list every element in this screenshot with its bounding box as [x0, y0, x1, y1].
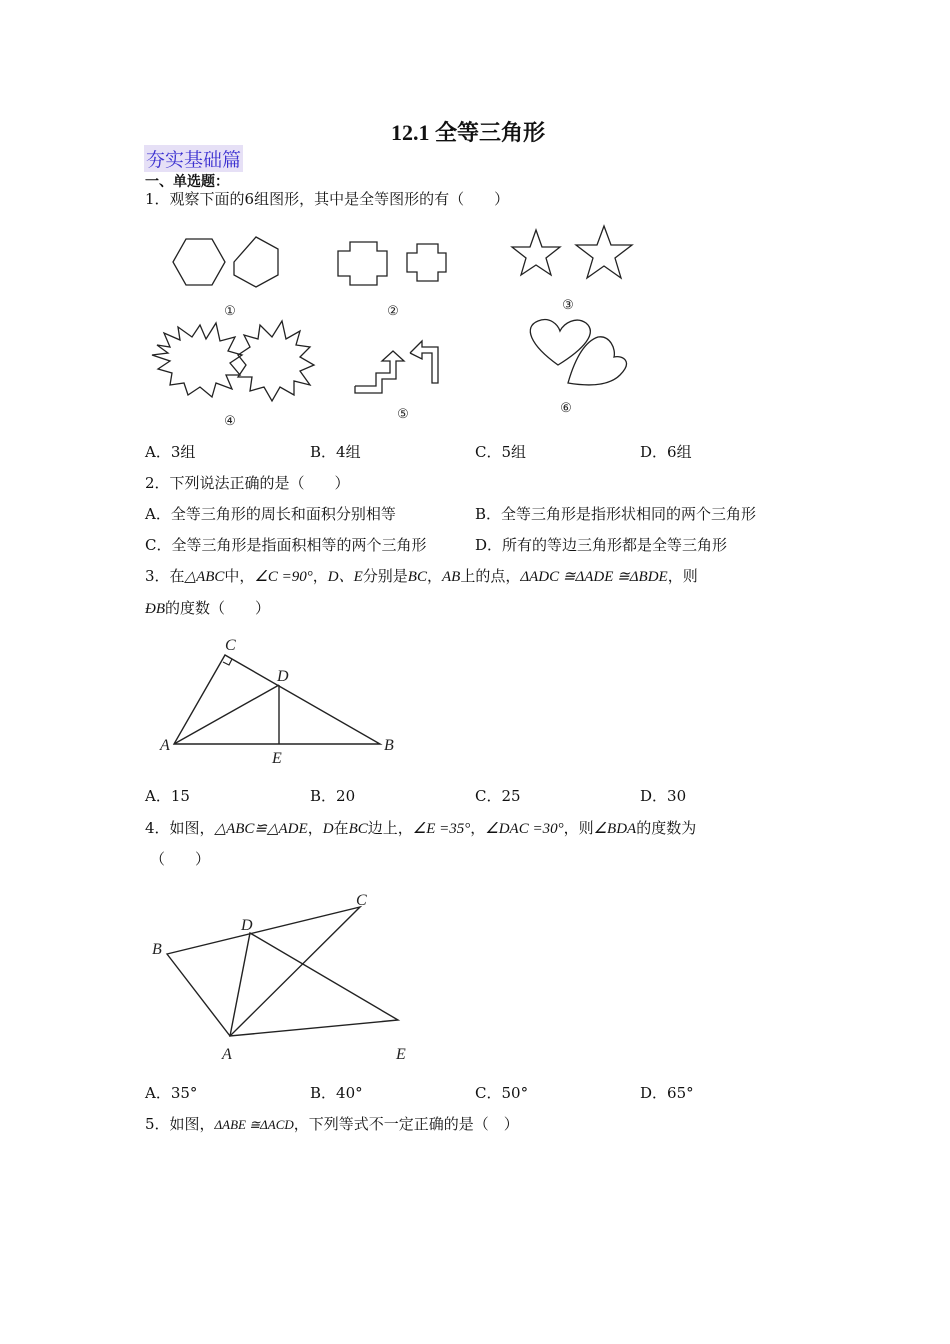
q3-stem-line2: ÐB的度数（ ）: [145, 599, 271, 617]
point-label-a: A: [160, 737, 170, 754]
zigzag-shape: [152, 323, 242, 397]
point-label-c: C: [225, 637, 236, 654]
q2-option-c: C．全等三角形是指面积相等的两个三角形: [145, 536, 427, 554]
right-angle-mark: [223, 659, 232, 665]
triangle-ade: [230, 933, 398, 1036]
point-label-e: E: [272, 750, 282, 767]
segment-ad: [174, 685, 279, 744]
point-label-b: B: [152, 941, 162, 958]
q4-option-a: A．35°: [145, 1084, 198, 1102]
q4-option-c: C．50°: [475, 1084, 529, 1102]
point-label-c: C: [356, 892, 367, 909]
star-shape: [576, 226, 632, 278]
q1-stem: 1．观察下面的6组图形，其中是全等图形的有（ ）: [145, 190, 510, 208]
point-label-d: D: [241, 917, 253, 934]
hexagon-shape: [173, 239, 225, 285]
q2-option-b: B．全等三角形是指形状相同的两个三角形: [475, 505, 757, 523]
point-label-a: A: [222, 1046, 232, 1063]
q3-figure: [155, 633, 405, 768]
part-heading: 一、单选题：: [145, 174, 229, 190]
q3-option-a: A．15: [145, 787, 190, 805]
q4-figure: [140, 885, 430, 1070]
figure-label: ①: [224, 303, 236, 318]
heart-shape: [568, 337, 626, 385]
q3-option-b: B．20: [310, 787, 356, 805]
q4-option-d: D．65°: [640, 1084, 694, 1102]
point-label-e: E: [396, 1046, 406, 1063]
q1-option-d: D．6组: [640, 443, 692, 461]
q5-stem: 5．如图，ΔABE ≅ΔACD，下列等式不一定正确的是（ ）: [145, 1115, 519, 1133]
figure-label: ⑥: [560, 400, 572, 415]
figure-label: ④: [224, 413, 236, 428]
figure-label: ②: [387, 303, 399, 318]
q1-option-c: C．5组: [475, 443, 527, 461]
zigzag-shape: [238, 321, 314, 401]
cross-shape: [338, 242, 387, 285]
q1-figure: [140, 215, 660, 435]
heart-shape: [530, 320, 590, 365]
q4-option-b: B．40°: [310, 1084, 363, 1102]
q3-option-c: C．25: [475, 787, 521, 805]
q2-option-d: D．所有的等边三角形都是全等三角形: [475, 536, 728, 554]
figure-label: ⑤: [397, 406, 409, 421]
q4-stem: 4．如图，△ABC≌△ADE，D在BC边上，∠E =35°，∠DAC =30°，则∠BDA的度数为: [145, 819, 697, 837]
q1-option-b: B．4组: [310, 443, 361, 461]
section-title: 夯实基础篇: [144, 145, 243, 172]
hexagon-shape: [234, 237, 278, 287]
q2-stem: 2．下列说法正确的是（ ）: [145, 474, 350, 492]
q1-option-a: A．3组: [145, 443, 196, 461]
page-title: 12.1 全等三角形: [391, 120, 546, 145]
arrow-shape: [355, 351, 404, 393]
q3-option-d: D．30: [640, 787, 687, 805]
cross-shape: [407, 244, 446, 281]
q3-stem: 3．在△ABC中，∠C =90°，D、E分别是BC，AB上的点，ΔADC ≅ΔADE ≅ΔBDE，则: [145, 567, 698, 585]
q2-option-a: A．全等三角形的周长和面积分别相等: [145, 505, 396, 523]
figure-label: ③: [562, 297, 574, 312]
q4-stem-line2: （ ）: [150, 850, 211, 868]
arrow-shape: [410, 341, 438, 383]
star-shape: [512, 230, 560, 275]
point-label-d: D: [277, 668, 289, 685]
point-label-b: B: [384, 737, 394, 754]
triangle-abc: [167, 907, 360, 1036]
